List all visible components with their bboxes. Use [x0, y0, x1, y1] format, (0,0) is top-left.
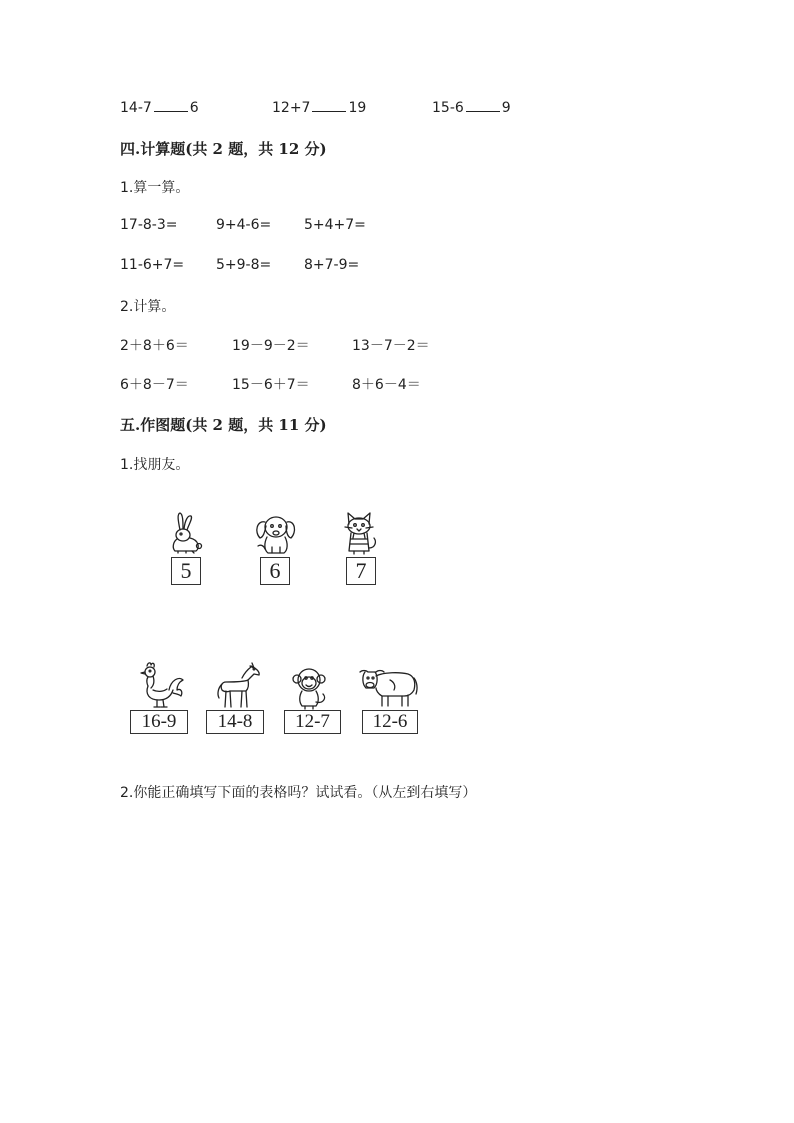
expression-card-16-9[interactable] — [130, 710, 188, 734]
expression-label: 14-8 — [217, 711, 253, 732]
dog-icon — [252, 510, 298, 556]
equation: 8＋6－4＝ — [352, 377, 421, 393]
cow-icon — [356, 664, 420, 710]
question-label: 2.计算。 — [120, 299, 176, 315]
expression-card-14-8[interactable] — [206, 710, 264, 734]
answer-blank[interactable] — [466, 99, 500, 112]
expression-card-12-6[interactable] — [362, 710, 418, 734]
expression-label: 12-7 — [295, 711, 330, 732]
compare-item-1 — [120, 99, 199, 116]
compare-left: 14-7 — [120, 100, 152, 116]
equation: 13－7－2＝ — [352, 338, 430, 354]
number-card-6[interactable] — [260, 557, 290, 585]
number-label: 6 — [269, 558, 281, 583]
compare-item-3 — [432, 99, 511, 116]
cat-icon — [337, 510, 381, 556]
rooster-icon — [135, 660, 187, 710]
horse-icon — [214, 660, 264, 710]
question-label: 1.找朋友。 — [120, 457, 190, 473]
answer-blank[interactable] — [154, 99, 188, 112]
equation: 9+4-6= — [216, 217, 272, 233]
monkey-icon — [287, 664, 333, 710]
equation: 17-8-3= — [120, 217, 178, 233]
question-label: 1.算一算。 — [120, 180, 190, 196]
compare-right: 6 — [189, 100, 199, 116]
number-card-7[interactable] — [346, 557, 376, 585]
equation: 2＋8＋6＝ — [120, 338, 189, 354]
equation: 5+4+7= — [304, 217, 366, 233]
expression-label: 16-9 — [141, 711, 177, 732]
equation: 15－6＋7＝ — [232, 377, 310, 393]
compare-left: 12+7 — [272, 100, 311, 116]
section-title: 四.计算题(共 2 题，共 12 分) — [120, 140, 327, 158]
number-label: 5 — [180, 558, 192, 583]
equation: 8+7-9= — [304, 257, 360, 273]
equation: 19－9－2＝ — [232, 338, 310, 354]
expression-label: 12-6 — [372, 711, 408, 732]
compare-item-2 — [272, 99, 366, 116]
number-label: 7 — [355, 558, 367, 583]
section-title: 五.作图题(共 2 题，共 11 分) — [120, 416, 327, 434]
compare-left: 15-6 — [432, 100, 464, 116]
equation: 6＋8－7＝ — [120, 377, 189, 393]
compare-right: 19 — [348, 100, 367, 116]
number-card-5[interactable] — [171, 557, 201, 585]
rabbit-icon — [166, 512, 206, 556]
answer-blank[interactable] — [312, 99, 346, 112]
expression-card-12-7[interactable] — [284, 710, 341, 734]
compare-right: 9 — [501, 100, 511, 116]
equation: 11-6+7= — [120, 257, 185, 273]
equation: 5+9-8= — [216, 257, 272, 273]
question-label: 2.你能正确填写下面的表格吗？试试看。（从左到右填写） — [120, 785, 477, 801]
